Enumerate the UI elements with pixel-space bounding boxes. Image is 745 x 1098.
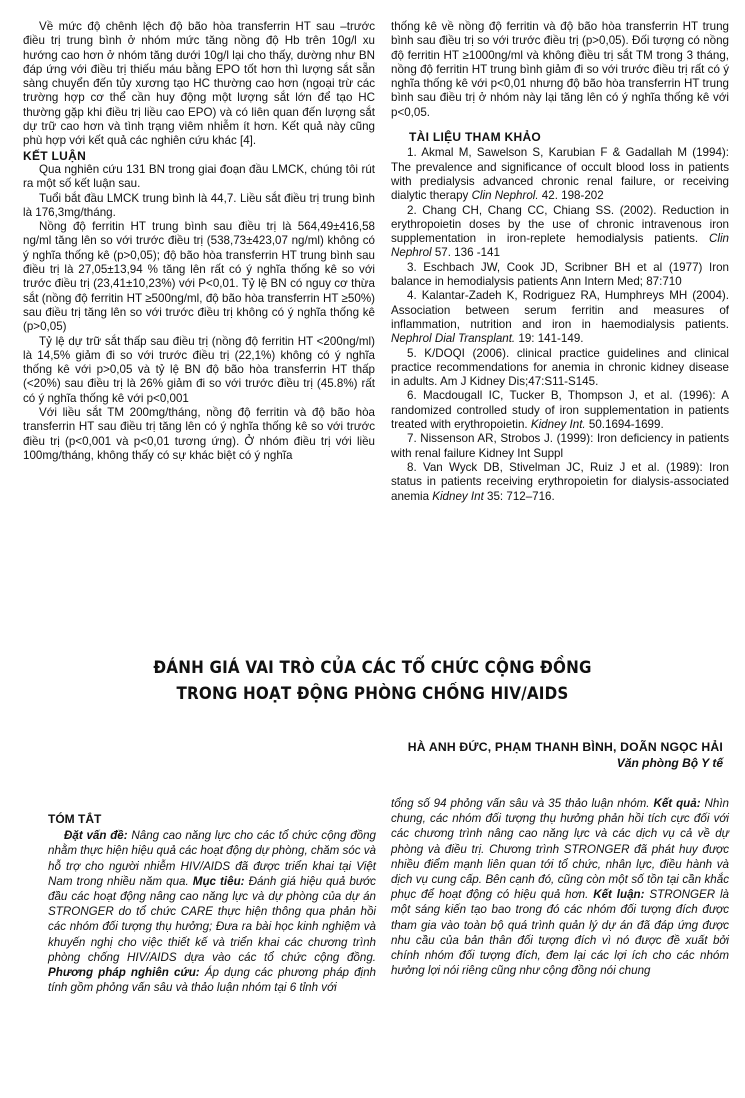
method-text: Áp dụng các phương pháp định tính gồm phỏng vấn sâu và thảo luận nhóm tại 6 tỉnh với bbox=[48, 966, 376, 995]
reference-item bbox=[391, 389, 729, 432]
discussion-paragraph: Về mức độ chênh lệch độ bão hòa transferrin HT sau –trước điều trị trung bình ở nhóm mức tăng nồng độ Hb trên 10g/l xu hướng cao hơn ở nhóm tăng dưới 10g/l lại cho thấy, dường như BN đáp ứng với điều trị thiếu máu bằng EPO tốt hơn thì lượng sắt sẵn sàng chuyển đến tủy xương tạo HC thường cao hơn (ngoại trừ các trường hợp cơ thể cần huy động một lượng sắt lớn để tạo HC thường gặp khi điều trị liều cao EPO) và có liên quan đến lượng sắt dự trữ cao hơn và tình trạng viêm nhiễm ít hơn. Kết quả này cũng phù hợp với kết quả các nghiên cứu khác [4]. bbox=[23, 20, 375, 148]
article-affiliation: Văn phòng Bộ Y tế bbox=[616, 756, 723, 770]
conclusion-text: STRONGER là một sáng kiến tạo bao trong đó các nhóm đối tượng đích được tham gia vào toàn bộ quá trình quản lý dự án đã đáp ứng được nhu cầu của bản thân đối tượng đích vì nó được đề xuất bởi chính nhóm đối tượng đích, đem lại các lợi ích cho các nhóm hưởng lợi nói riêng cũng như cộng đồng nói chung bbox=[391, 888, 729, 978]
abstract-left-column bbox=[48, 812, 376, 995]
conclusion-paragraph-2: Tuổi bắt đầu LMCK trung bình là 44,7. Liều sắt điều trị trung bình là 176,3mg/tháng. bbox=[23, 191, 375, 219]
reference-citation: 42. 198-202 bbox=[538, 189, 604, 203]
reference-item bbox=[391, 204, 729, 261]
article-title-line-2: TRONG HOẠT ĐỘNG PHÒNG CHỐNG HIV/AIDS bbox=[176, 684, 569, 703]
reference-item bbox=[391, 347, 729, 390]
reference-text: 4. Kalantar-Zadeh K, Rodriguez RA, Humphreys MH (2004). Association between serum ferritin and measures of inflammation, nutrition and iron in haemodialysis patients. bbox=[391, 289, 729, 331]
article-authors: HÀ ANH ĐỨC, PHẠM THANH BÌNH, DOÃN NGỌC HẢI bbox=[407, 740, 723, 754]
conclusion-label: Kết luận: bbox=[593, 888, 645, 902]
reference-journal: Kidney Int bbox=[432, 489, 484, 503]
results-label: Kết quả: bbox=[653, 797, 701, 810]
reference-citation: 57. 136 -141 bbox=[431, 246, 500, 260]
reference-text: 1. Akmal M, Sawelson S, Karubian F & Gadallah M (1994): The prevalence and significance of occult blood loss in patients with predialysis advanced chronic renal failure, or receiving dialytic therapy bbox=[391, 146, 729, 203]
reference-citation: 19: 141-149. bbox=[515, 332, 584, 346]
reference-item bbox=[391, 146, 729, 203]
background-label: Đặt vấn đề: bbox=[64, 829, 128, 843]
reference-journal: Clin Nephrol. bbox=[471, 189, 539, 203]
reference-text: 2. Chang CH, Chang CC, Chiang SS. (2002). Reduction in erythropoietin doses by the use of chronic intravenous iron supplementation in iron-replete hemodialysis patients. bbox=[391, 203, 729, 246]
reference-text: 8. Van Wyck DB, Stivelman JC, Ruiz J et al. (1989): Iron status in patients receiving erythropoietin for dialysis-associated anemia bbox=[391, 460, 729, 503]
conclusion-paragraph-5: Với liều sắt TM 200mg/tháng, nồng độ ferritin và độ bão hòa transferrin HT sau điều trị tăng lên có ý nghĩa thống kê so với trước điều trị (p<0,001 và p<0,01 tương ứng). Ở nhóm điều trị với liều 100mg/tháng, không thấy có sự khác biệt có ý nghĩa bbox=[23, 406, 375, 462]
objective-label: Mục tiêu: bbox=[192, 874, 245, 888]
method-label: Phương pháp nghiên cứu: bbox=[48, 966, 200, 980]
objective-text: Đánh giá hiệu quả bước đầu các hoạt động nâng cao năng lực và dự phòng của dự án STRONGER do tổ chức CARE thực hiện thông qua phản hồi các nhóm đối tượng thụ hưởng; Đưa ra bài học kinh nghiệm và khuyến nghị cho việc thiết kế và triển khai các chương trình phòng chống HIV/AIDS dựa vào các tổ chức cộng đồng. bbox=[48, 874, 376, 964]
abstract-heading: TÓM TẮT bbox=[48, 812, 102, 826]
previous-article-left-column bbox=[23, 20, 375, 463]
reference-journal: Nephrol Dial Transplant. bbox=[391, 332, 516, 346]
results-text: Nhìn chung, các nhóm đối tượng thụ hưởng phản hồi tích cực đối với các chương trình nâng cao năng lực và các dịch vụ cả về dự phòng và điều trị. Chương trình STRONGER đã phát huy được nhiều điểm mạnh liên quan tới tổ chức, nhân lực, điều hành và dịch vụ cung cấp. Bên cạnh đó, cũng còn một số tồn tại cần khắc phục để hoạt động có hiệu quả hơn. bbox=[391, 797, 729, 902]
abstract-body bbox=[48, 828, 376, 995]
reference-citation: 35: 712–716. bbox=[483, 489, 555, 503]
abstract-body-continued bbox=[391, 796, 729, 978]
references-list bbox=[391, 146, 729, 503]
reference-item bbox=[391, 261, 729, 290]
conclusion-paragraph-continued: thống kê về nồng độ ferritin và độ bão hòa transferrin HT trung bình sau điều trị so với trước điều trị (p>0,05). Đối tượng có nồng độ ferritin HT ≥1000ng/ml và không điều trị sắt TM trong 3 tháng, nồng độ ferritin HT trung bình giảm đi so với trước điều trị rất có ý nghĩa thống kê với p<0,01 nhưng độ bão hòa transferrin HT trung bình sau điều trị ở nhóm này lại tăng lên có ý nghĩa thống kê với p<0,05. bbox=[391, 20, 729, 119]
reference-journal: Kidney Int. bbox=[530, 418, 586, 432]
method-text-continued: tổng số 94 phỏng vấn sâu và 35 thảo luận nhóm. bbox=[391, 797, 650, 810]
reference-item bbox=[391, 289, 729, 346]
reference-journal: Clin Nephrol bbox=[391, 232, 729, 260]
reference-text: 7. Nissenson AR, Strobos J. (1999): Iron deficiency in patients with renal failure Kidney Int Suppl bbox=[391, 432, 729, 460]
background-text: Nâng cao năng lực cho các tổ chức cộng đồng nhằm thực hiện hiệu quả các hoạt động dự phòng, chăm sóc và hỗ trợ cho người nhiễm HIV/AIDS đã được triển khai tại Việt Nam trong nhiều năm qua. bbox=[48, 829, 377, 888]
reference-citation: 50.1694-1699. bbox=[585, 418, 664, 432]
reference-item bbox=[391, 432, 729, 461]
conclusion-paragraph-4: Tỷ lệ dự trữ sắt thấp sau điều trị (nồng độ ferritin HT <200ng/ml) là 14,5% giảm đi so với trước điều trị (22,1%) không có ý nghĩa thống kê với p>0,05 và tỷ lệ BN độ bão hòa transferrin HT thấp (<20%) sau điều trị là 26% giảm đi so với trước điều trị (45.8%) rất có ý nghĩa thống kê với p<0,001 bbox=[23, 334, 375, 405]
reference-text: 5. K/DOQI (2006). clinical practice guidelines and clinical practice recommendations for anemia in chronic kidney disease in adults. Am J Kidney Dis;47:S11-S145. bbox=[391, 346, 729, 389]
references-heading: TÀI LIỆU THAM KHẢO bbox=[409, 130, 542, 145]
conclusion-paragraph-3: Nồng độ ferritin HT trung bình sau điều trị là 564,49±416,58 ng/ml tăng lên so với trước điều trị (538,73±423,07 ng/ml) không có ý nghĩa thống kê (p>0,05); độ bão hòa transferrin HT trung bình sau điều trị là 27,05±13,94 % tăng lên rất có ý nghĩa thống kê so với trước điều trị (23,41±10,23%) với P<0,01. Tỷ lệ BN có nguy cơ thừa sắt (nồng độ ferritin HT ≥500ng/ml, độ bão hòa transferrin HT ≥50%) sau điều trị tăng lên so với trước điều trị không có ý nghĩa thống kê (p>0,05) bbox=[23, 220, 375, 334]
abstract-right-column bbox=[391, 796, 729, 978]
previous-article-right-column bbox=[391, 20, 729, 504]
reference-text: 3. Eschbach JW, Cook JD, Scribner BH et al (1977) Iron balance in hemodialysis patients Ann Intern Med; 87:710 bbox=[391, 260, 729, 289]
reference-item bbox=[391, 461, 729, 504]
conclusion-heading: KẾT LUẬN bbox=[23, 148, 87, 163]
article-title-line-1: ĐÁNH GIÁ VAI TRÒ CỦA CÁC TỔ CHỨC CỘNG ĐỒNG bbox=[153, 658, 592, 677]
reference-text: 6. Macdougall IC, Tucker B, Thompson J, et al. (1996): A randomized controlled study of iron supplementation in patients treated with erythropoietin. bbox=[391, 389, 729, 432]
conclusion-paragraph-1: Qua nghiên cứu 131 BN trong giai đoạn đầu LMCK, chúng tôi rút ra một số kết luận sau. bbox=[23, 162, 375, 191]
